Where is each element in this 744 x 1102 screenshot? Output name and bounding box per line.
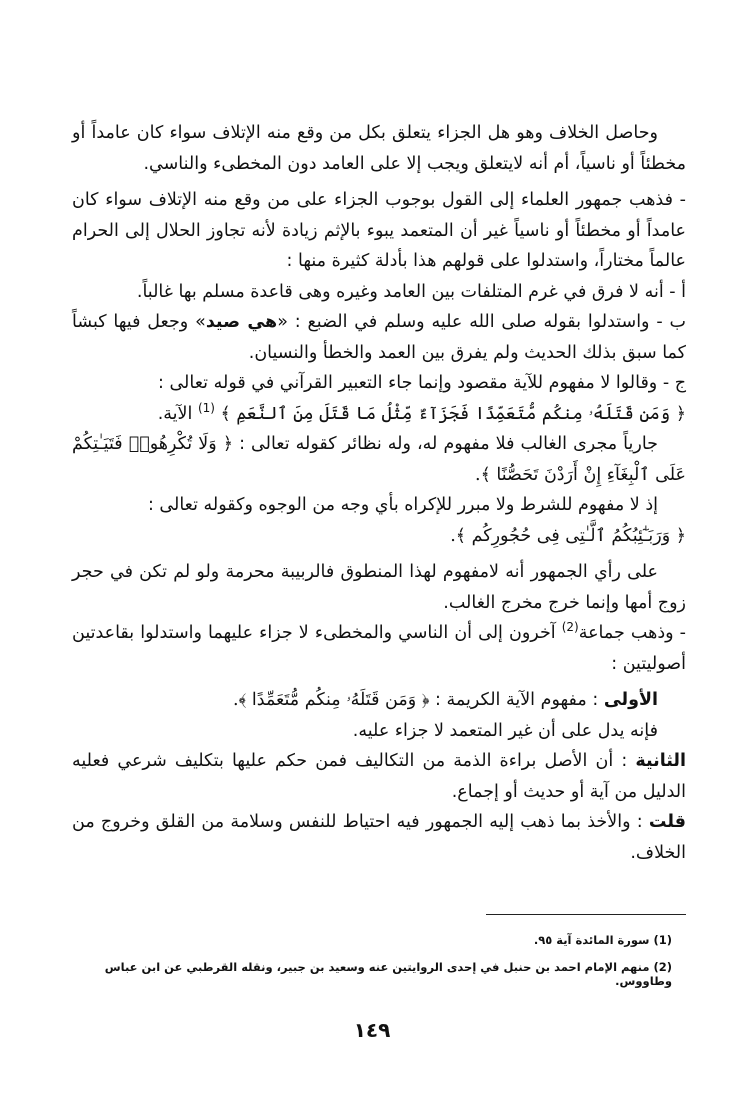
footnote-ref-1: (1) xyxy=(197,400,215,415)
paragraph-point-a: أ - أنه لا فرق في غرم المتلفات بين العامد وغيره وهى قاعدة مسلم بها غالباً. xyxy=(136,281,686,302)
paragraph-condition xyxy=(72,490,686,551)
minority-text-end: آخرون إلى أن الناسي والمخطىء لا جزاء عليهما واستدلوا بقاعدتين أصوليتين : xyxy=(72,623,686,674)
footnote-divider xyxy=(486,914,686,915)
body-text xyxy=(72,118,686,868)
paragraph-first-rule xyxy=(72,685,686,716)
conclusion-label: قلت xyxy=(648,812,686,832)
paragraph-minority xyxy=(72,618,686,679)
paragraph-first-rule-result: فإنه يدل على أن غير المتعمد لا جزاء عليه. xyxy=(352,720,658,741)
footnote-2: (2) منهم الإمام احمد بن حنبل في إحدى الروايتين عنه وسعيد بن جبير، ونقله القرطبي عن ابن عباس وطاووس. xyxy=(104,960,672,988)
quran-verse-1: ﴿ وَمَن قَتَلَهُۥ مِنكُم مُّتَعَمِّدًا فَجَزَآءٌ مِّثْلُ مَا قَتَلَ مِنَ ٱلنَّعَمِ ﴾ xyxy=(220,403,686,424)
paragraph-stepdaughter: على رأي الجمهور أنه لامفهوم لهذا المنطوق فالربيبة محرمة ولو لم تكن في حجر زوج أمها وإنما خرج مخرج الغالب. xyxy=(72,562,686,613)
hadith-phrase: هي صيد xyxy=(205,312,278,332)
paragraph-second-rule xyxy=(72,746,686,807)
first-rule-label: الأولى xyxy=(603,690,658,710)
quran-verse-3: ﴿ وَرَبَـٰٓئِبُكُمُ ٱلَّـٰتِى فِى حُجُورِكُم ﴾. xyxy=(450,525,686,546)
quran-verse-2: ﴿ وَلَا تُكْرِهُوا۟ فَتَيَـٰتِكُمْ عَلَى ٱلْبِغَآءِ إِنْ أَرَدْنَ تَحَصُّنًا ﴾. xyxy=(72,434,686,485)
point-b-text-start: ب - واستدلوا بقوله صلى الله عليه وسلم في الضبع : « xyxy=(277,312,686,332)
point-b-text-end: » وجعل فيها كبشاً كما سبق بذلك الحديث ولم يفرق بين العمد والخطأ والنسيان. xyxy=(72,312,686,363)
paragraph-point-c xyxy=(72,368,686,429)
paragraph-summary: وحاصل الخلاف وهو هل الجزاء يتعلق بكل من وقع منه الإتلاف سواء كان عامداً أو مخطئاً أو ناسياً، أم أنه لايتعلق ويجب إلا على العامد دون المخطىء والناسي. xyxy=(72,123,686,174)
second-rule-label: الثانية xyxy=(635,751,686,771)
verse-suffix: الآية. xyxy=(157,403,198,424)
second-rule-text: : أن الأصل براءة الذمة من التكاليف فمن حكم عليها بتكليف شرعي فعليه الدليل من آية أو حديث أو إجماع. xyxy=(72,751,686,802)
quran-verse-4: ﴿ وَمَن قَتَلَهُۥ مِنكُم مُّتَعَمِّدًا ﴾. xyxy=(233,690,430,710)
page-number: ١٤٩ xyxy=(353,1018,391,1042)
minority-text-start: - وذهب جماعة xyxy=(578,623,686,643)
point-c-text: ج - وقالوا لا مفهوم للآية مقصود وإنما جاء التعبير القرآني في قوله تعالى : xyxy=(158,373,686,393)
footnote-ref-2: (2) xyxy=(561,620,579,635)
first-rule-text: : مفهوم الآية الكريمة : xyxy=(435,690,604,710)
paragraph-conclusion xyxy=(72,807,686,868)
footnote-1: (1) سورة المائدة آية ٩٥. xyxy=(533,933,672,947)
conclusion-text: : والأخذ بما ذهب إليه الجمهور فيه احتياط للنفس وسلامة من القلق وخروج من الخلاف. xyxy=(72,812,686,863)
paragraph-majority-course xyxy=(72,429,686,490)
paragraph-majority: - فذهب جمهور العلماء إلى القول بوجوب الجزاء على من وقع منه الإتلاف سواء كان عامداً أو مخطئاً أو ناسياً غير أن المتعمد يبوء بالإثم زيادة لأنه تجاوز الحلال إلى الحرام عالماً مختاراً، واستدلوا على قولهم هذا بأدلة كثيرة منها : xyxy=(72,190,686,271)
majority-course-text: جارياً مجرى الغالب فلا مفهوم له، وله نظائر كقوله تعالى : xyxy=(239,434,658,454)
condition-text: إذ لا مفهوم للشرط ولا مبرر للإكراه بأي وجه من الوجوه وكقوله تعالى : xyxy=(147,495,658,515)
paragraph-point-b xyxy=(72,307,686,368)
